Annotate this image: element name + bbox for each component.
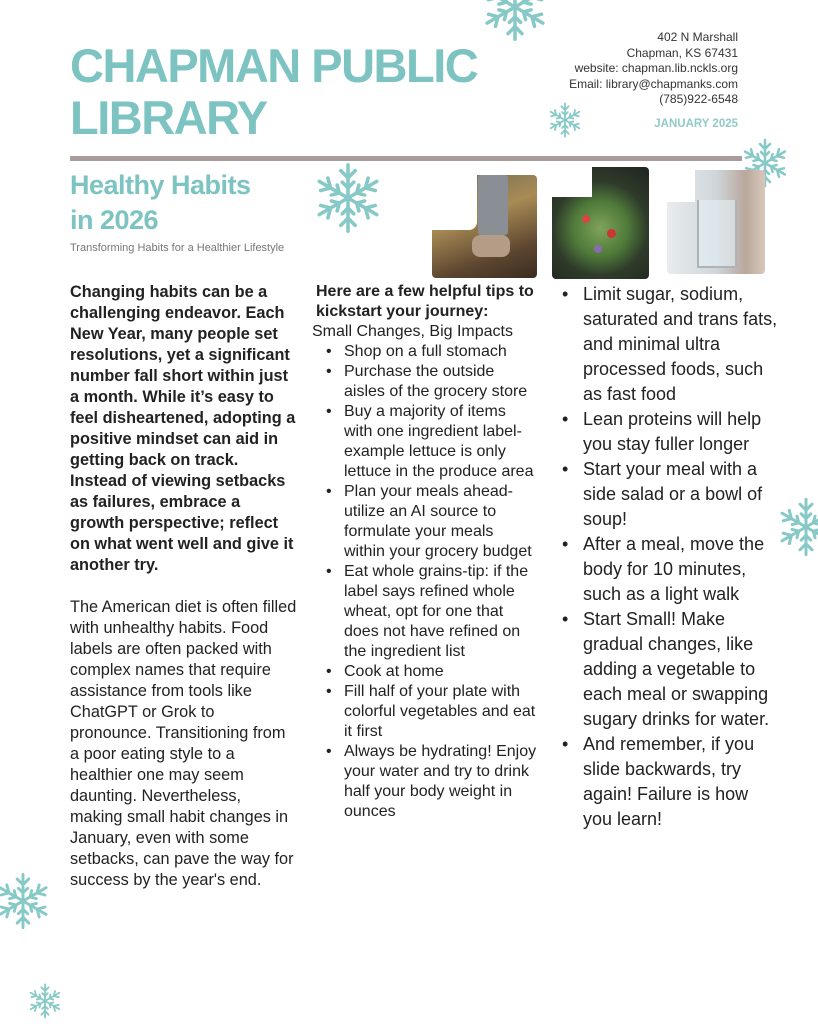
list-item: • Purchase the outside aisles of the grocery store — [326, 362, 537, 402]
list-item: • And remember, if you slide backwards, try again! Failure is how you learn! — [562, 732, 782, 832]
list-item: • After a meal, move the body for 10 minutes, such as a light walk — [562, 532, 782, 607]
intro-paragraph: Changing habits can be a challenging endeavor. Each New Year, many people set resolutions, yet a significant number fall short within just a month. While it’s easy to feel disheartened, adopting a positive mindset can aid in getting back on track. Instead of viewing setbacks as failures, embrace a growth perspective; reflect on what went well and give it another try. — [70, 283, 296, 574]
list-item: • Fill half of your plate with colorful vegetables and eat it first — [326, 682, 537, 742]
snowflake-icon — [480, 0, 550, 47]
snowflake-icon — [27, 983, 63, 1024]
tips-heading: Small Changes, Big Impacts — [312, 323, 513, 340]
title-line: LIBRARY — [70, 91, 267, 144]
list-item: • Always be hydrating! Enjoy your water and try to drink half your body weight in ounces — [326, 742, 537, 822]
city: Chapman, KS 67431 — [626, 45, 738, 60]
title-line: Healthy Habits — [70, 170, 251, 200]
tips-list — [326, 342, 537, 822]
article-subtitle: Transforming Habits for a Healthier Lifestyle — [70, 242, 285, 254]
article-title — [70, 168, 251, 238]
snowflake-icon — [547, 102, 583, 143]
issue-date: JANUARY 2025 — [654, 118, 738, 130]
email-link[interactable]: Email: library@chapmanks.com — [569, 76, 738, 91]
tips-column — [312, 282, 537, 822]
tips-intro: Here are a few helpful tips to kickstart your journey: — [316, 283, 534, 320]
library-title — [70, 40, 477, 144]
diet-paragraph: The American diet is often filled with unhealthy habits. Food labels are often packed with complex names that require assistance from tools like ChatGPT or Grok to pronounce. Transitioning from a poor eating style to a healthier one may seem daunting. Nevertheless, making small habit changes in January, even with some setbacks, can pave the way for success by the year's end. — [70, 598, 297, 889]
contact-info — [569, 30, 738, 108]
address: 402 N Marshall — [657, 30, 738, 44]
salad-photo — [552, 167, 649, 279]
list-item: • Start Small! Make gradual changes, like adding a vegetable to each meal or swapping sugary drinks for water. — [562, 607, 782, 732]
list-item: • Start your meal with a side salad or a bowl of soup! — [562, 457, 782, 532]
water-glass-photo — [667, 170, 765, 274]
website-link[interactable]: website: chapman.lib.nckls.org — [574, 61, 738, 75]
list-item: • Lean proteins will help you stay fuller longer — [562, 407, 782, 457]
list-item: • Shop on a full stomach — [326, 342, 537, 362]
title-line: CHAPMAN PUBLIC — [70, 39, 478, 92]
snowflake-icon — [0, 868, 52, 939]
list-item: • Limit sugar, sodium, saturated and trans fats, and minimal ultra processed foods, such as fast food — [562, 282, 782, 407]
tips-column-2 — [562, 282, 782, 832]
snowflake-icon — [312, 162, 384, 239]
intro-column — [70, 282, 298, 891]
list-item: • Buy a majority of items with one ingredient label- example lettuce is only lettuce in the produce area — [326, 402, 537, 482]
title-line: in 2026 — [70, 205, 159, 235]
tips-list-2 — [562, 282, 782, 832]
divider — [70, 156, 742, 161]
snowflake-icon — [776, 497, 818, 562]
list-item: • Plan your meals ahead- utilize an AI source to formulate your meals within your grocery budget — [326, 482, 537, 562]
list-item: • Eat whole grains-tip: if the label says refined whole wheat, opt for one that does not have refined on the ingredient list — [326, 562, 537, 662]
walking-photo — [432, 175, 537, 278]
phone: (785)922-6548 — [659, 92, 738, 106]
list-item: • Cook at home — [326, 662, 537, 682]
